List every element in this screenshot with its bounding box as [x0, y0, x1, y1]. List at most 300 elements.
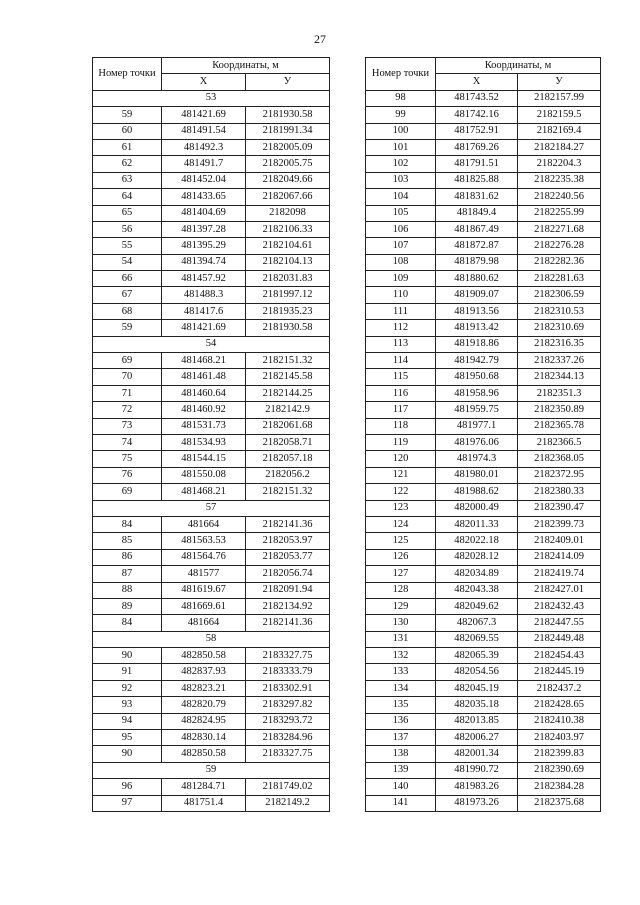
- x-coordinate-cell: 481395.29: [162, 238, 246, 254]
- y-coordinate-cell: 2182106.33: [246, 221, 330, 237]
- x-coordinate-cell: 481394.74: [162, 254, 246, 270]
- y-coordinate-cell: 2183333.79: [246, 664, 330, 680]
- table-row: [366, 353, 601, 369]
- y-coordinate-cell: 2182447.55: [518, 615, 601, 631]
- table-row: [93, 451, 330, 467]
- y-coordinate-cell: 2182056.2: [246, 467, 330, 483]
- table-row: [366, 156, 601, 172]
- table-row: [366, 418, 601, 434]
- table-row: [366, 582, 601, 598]
- group-row: [93, 90, 330, 106]
- table-row: [93, 615, 330, 631]
- y-coordinate-cell: 2181991.34: [246, 123, 330, 139]
- point-number-cell: 87: [93, 566, 162, 582]
- y-coordinate-cell: 2182142.9: [246, 402, 330, 418]
- x-coordinate-cell: 481959.75: [436, 402, 518, 418]
- table-row: [93, 320, 330, 336]
- x-coordinate-cell: 481492.3: [162, 139, 246, 155]
- x-coordinate-cell: 481769.26: [436, 139, 518, 155]
- table-row: [93, 385, 330, 401]
- y-column-header: У: [518, 74, 601, 90]
- table-row: [366, 107, 601, 123]
- x-coordinate-cell: 481550.08: [162, 467, 246, 483]
- y-coordinate-cell: 2182271.68: [518, 221, 601, 237]
- point-number-cell: 104: [366, 189, 436, 205]
- table-row: [366, 369, 601, 385]
- point-number-cell: 107: [366, 238, 436, 254]
- point-number-cell: 56: [93, 221, 162, 237]
- table-row: [93, 566, 330, 582]
- table-row: [93, 730, 330, 746]
- y-coordinate-cell: 2182306.59: [518, 287, 601, 303]
- point-number-cell: 127: [366, 566, 436, 582]
- y-coordinate-cell: 2182380.33: [518, 484, 601, 500]
- y-coordinate-cell: 2182061.68: [246, 418, 330, 434]
- y-coordinate-cell: 2182067.66: [246, 189, 330, 205]
- table-row: [93, 484, 330, 500]
- x-coordinate-cell: 481534.93: [162, 434, 246, 450]
- x-coordinate-cell: 482028.12: [436, 549, 518, 565]
- x-coordinate-cell: 481976.06: [436, 434, 518, 450]
- y-coordinate-cell: 2182351.3: [518, 385, 601, 401]
- y-coordinate-cell: 2182098: [246, 205, 330, 221]
- point-number-cell: 117: [366, 402, 436, 418]
- table-row: [366, 90, 601, 106]
- point-number-cell: 94: [93, 713, 162, 729]
- table-row: [93, 549, 330, 565]
- table-row: [93, 680, 330, 696]
- point-number-cell: 96: [93, 779, 162, 795]
- table-row: [366, 467, 601, 483]
- point-number-cell: 122: [366, 484, 436, 500]
- point-number-cell: 118: [366, 418, 436, 434]
- point-number-cell: 140: [366, 779, 436, 795]
- y-coordinate-cell: 2182399.83: [518, 746, 601, 762]
- point-number-cell: 74: [93, 434, 162, 450]
- y-coordinate-cell: 2182204.3: [518, 156, 601, 172]
- point-number-cell: 62: [93, 156, 162, 172]
- point-number-cell: 95: [93, 730, 162, 746]
- x-coordinate-cell: 481404.69: [162, 205, 246, 221]
- point-number-cell: 92: [93, 680, 162, 696]
- point-number-cell: 93: [93, 697, 162, 713]
- x-coordinate-cell: 481791.51: [436, 156, 518, 172]
- y-coordinate-cell: 2182337.26: [518, 353, 601, 369]
- x-coordinate-cell: 482067.3: [436, 615, 518, 631]
- table-row: [93, 205, 330, 221]
- point-number-header: Номер точки: [366, 58, 436, 91]
- point-number-cell: 131: [366, 631, 436, 647]
- x-coordinate-cell: 481563.53: [162, 533, 246, 549]
- y-coordinate-cell: 2182282.36: [518, 254, 601, 270]
- coordinates-header: Координаты, м: [162, 58, 330, 74]
- y-coordinate-cell: 2182310.69: [518, 320, 601, 336]
- point-number-cell: 129: [366, 598, 436, 614]
- point-number-cell: 137: [366, 730, 436, 746]
- point-number-cell: 121: [366, 467, 436, 483]
- y-coordinate-cell: 2183297.82: [246, 697, 330, 713]
- x-coordinate-cell: 481950.68: [436, 369, 518, 385]
- point-number-cell: 68: [93, 303, 162, 319]
- point-number-cell: 100: [366, 123, 436, 139]
- x-coordinate-cell: 481942.79: [436, 353, 518, 369]
- point-number-cell: 110: [366, 287, 436, 303]
- point-number-cell: 71: [93, 385, 162, 401]
- table-row: [93, 254, 330, 270]
- table-row: [366, 713, 601, 729]
- x-coordinate-cell: 481918.86: [436, 336, 518, 352]
- table-row: [93, 221, 330, 237]
- point-number-cell: 128: [366, 582, 436, 598]
- point-number-cell: 134: [366, 680, 436, 696]
- x-coordinate-cell: 481468.21: [162, 353, 246, 369]
- y-coordinate-cell: 2182449.48: [518, 631, 601, 647]
- point-number-cell: 99: [366, 107, 436, 123]
- y-coordinate-cell: 2182310.53: [518, 303, 601, 319]
- x-coordinate-cell: 482065.39: [436, 648, 518, 664]
- page-number: 27: [314, 32, 326, 46]
- table-row: [366, 762, 601, 778]
- table-row: [366, 746, 601, 762]
- table-row: [93, 156, 330, 172]
- point-number-cell: 101: [366, 139, 436, 155]
- x-coordinate-cell: 482069.55: [436, 631, 518, 647]
- point-number-cell: 123: [366, 500, 436, 516]
- x-coordinate-cell: 481461.48: [162, 369, 246, 385]
- table-row: [366, 549, 601, 565]
- y-coordinate-cell: 2182056.74: [246, 566, 330, 582]
- x-coordinate-cell: 482011.33: [436, 516, 518, 532]
- table-row: [366, 385, 601, 401]
- y-coordinate-cell: 2183284.96: [246, 730, 330, 746]
- table-row: [93, 189, 330, 205]
- y-coordinate-cell: 2182184.27: [518, 139, 601, 155]
- y-coordinate-cell: 2182104.61: [246, 238, 330, 254]
- point-number-cell: 111: [366, 303, 436, 319]
- y-coordinate-cell: 2183327.75: [246, 648, 330, 664]
- x-coordinate-cell: 481867.49: [436, 221, 518, 237]
- x-coordinate-cell: 482054.56: [436, 664, 518, 680]
- y-coordinate-cell: 2182427.01: [518, 582, 601, 598]
- x-coordinate-cell: 481974.3: [436, 451, 518, 467]
- x-coordinate-cell: 481460.64: [162, 385, 246, 401]
- point-number-cell: 85: [93, 533, 162, 549]
- x-coordinate-cell: 481849.4: [436, 205, 518, 221]
- point-number-cell: 109: [366, 271, 436, 287]
- group-label: 53: [93, 90, 330, 106]
- x-coordinate-cell: 481743.52: [436, 90, 518, 106]
- y-coordinate-cell: 2182368.05: [518, 451, 601, 467]
- y-coordinate-cell: 2182281.63: [518, 271, 601, 287]
- x-coordinate-cell: 481831.62: [436, 189, 518, 205]
- x-coordinate-cell: 481619.67: [162, 582, 246, 598]
- y-coordinate-cell: 2182005.75: [246, 156, 330, 172]
- y-coordinate-cell: 2182399.73: [518, 516, 601, 532]
- x-coordinate-cell: 481491.7: [162, 156, 246, 172]
- y-coordinate-cell: 2182057.18: [246, 451, 330, 467]
- x-coordinate-cell: 481460.92: [162, 402, 246, 418]
- y-coordinate-cell: 2182255.99: [518, 205, 601, 221]
- group-row: [93, 500, 330, 516]
- point-number-cell: 119: [366, 434, 436, 450]
- point-number-cell: 69: [93, 353, 162, 369]
- y-coordinate-cell: 2182159.5: [518, 107, 601, 123]
- y-coordinate-cell: 2183293.72: [246, 713, 330, 729]
- y-coordinate-cell: 2182169.4: [518, 123, 601, 139]
- table-row: [93, 303, 330, 319]
- table-row: [366, 451, 601, 467]
- y-coordinate-cell: 2182141.36: [246, 615, 330, 631]
- point-number-cell: 141: [366, 795, 436, 811]
- x-coordinate-cell: 481491.54: [162, 123, 246, 139]
- point-number-cell: 136: [366, 713, 436, 729]
- x-coordinate-cell: 481742.16: [436, 107, 518, 123]
- x-coordinate-cell: 482022.18: [436, 533, 518, 549]
- point-number-cell: 84: [93, 516, 162, 532]
- table-row: [366, 336, 601, 352]
- x-coordinate-cell: 482824.95: [162, 713, 246, 729]
- point-number-cell: 98: [366, 90, 436, 106]
- y-coordinate-cell: 2182432.43: [518, 598, 601, 614]
- y-coordinate-cell: 2182365.78: [518, 418, 601, 434]
- table-row: [366, 730, 601, 746]
- y-coordinate-cell: 2181997.12: [246, 287, 330, 303]
- point-number-cell: 132: [366, 648, 436, 664]
- table-row: [366, 631, 601, 647]
- table-row: [366, 172, 601, 188]
- y-coordinate-cell: 2182058.71: [246, 434, 330, 450]
- point-number-cell: 60: [93, 123, 162, 139]
- x-coordinate-cell: 481913.56: [436, 303, 518, 319]
- table-row: [366, 434, 601, 450]
- point-number-cell: 103: [366, 172, 436, 188]
- point-number-cell: 120: [366, 451, 436, 467]
- table-row: [366, 566, 601, 582]
- x-coordinate-cell: 481988.62: [436, 484, 518, 500]
- table-row: [93, 287, 330, 303]
- coordinates-table-left: [92, 57, 330, 812]
- table-row: [93, 713, 330, 729]
- x-coordinate-cell: 482837.93: [162, 664, 246, 680]
- table-row: [366, 484, 601, 500]
- point-number-cell: 61: [93, 139, 162, 155]
- y-coordinate-cell: 2182316.35: [518, 336, 601, 352]
- x-coordinate-cell: 481983.26: [436, 779, 518, 795]
- table-row: [366, 205, 601, 221]
- point-number-cell: 89: [93, 598, 162, 614]
- point-number-cell: 65: [93, 205, 162, 221]
- x-coordinate-cell: 481284.71: [162, 779, 246, 795]
- y-coordinate-cell: 2182144.25: [246, 385, 330, 401]
- point-number-cell: 90: [93, 648, 162, 664]
- table-row: [366, 648, 601, 664]
- table-row: [366, 779, 601, 795]
- group-row: [93, 631, 330, 647]
- x-coordinate-cell: 481973.26: [436, 795, 518, 811]
- table-row: [366, 221, 601, 237]
- table-row: [366, 664, 601, 680]
- y-coordinate-cell: 2182134.92: [246, 598, 330, 614]
- table-row: [93, 582, 330, 598]
- x-coordinate-cell: 481958.96: [436, 385, 518, 401]
- x-coordinate-cell: 482850.58: [162, 746, 246, 762]
- y-coordinate-cell: 2182053.97: [246, 533, 330, 549]
- y-coordinate-cell: 2182053.77: [246, 549, 330, 565]
- x-column-header: X: [162, 74, 246, 90]
- point-number-cell: 115: [366, 369, 436, 385]
- point-number-cell: 124: [366, 516, 436, 532]
- y-column-header: У: [246, 74, 330, 90]
- point-number-cell: 70: [93, 369, 162, 385]
- y-coordinate-cell: 2182240.56: [518, 189, 601, 205]
- point-number-cell: 55: [93, 238, 162, 254]
- table-row: [93, 434, 330, 450]
- point-number-cell: 139: [366, 762, 436, 778]
- y-coordinate-cell: 2182414.09: [518, 549, 601, 565]
- x-column-header: X: [436, 74, 518, 90]
- point-number-cell: 108: [366, 254, 436, 270]
- y-coordinate-cell: 2182445.19: [518, 664, 601, 680]
- y-coordinate-cell: 2182366.5: [518, 434, 601, 450]
- y-coordinate-cell: 2182235.38: [518, 172, 601, 188]
- table-row: [93, 369, 330, 385]
- y-coordinate-cell: 2182005.09: [246, 139, 330, 155]
- coordinates-table-right: [365, 57, 601, 812]
- x-coordinate-cell: 482001.34: [436, 746, 518, 762]
- x-coordinate-cell: 482850.58: [162, 648, 246, 664]
- point-number-cell: 84: [93, 615, 162, 631]
- x-coordinate-cell: 481990.72: [436, 762, 518, 778]
- y-coordinate-cell: 2182437.2: [518, 680, 601, 696]
- y-coordinate-cell: 2182031.83: [246, 271, 330, 287]
- point-number-cell: 112: [366, 320, 436, 336]
- x-coordinate-cell: 482034.89: [436, 566, 518, 582]
- x-coordinate-cell: 482006.27: [436, 730, 518, 746]
- x-coordinate-cell: 481880.62: [436, 271, 518, 287]
- x-coordinate-cell: 481433.65: [162, 189, 246, 205]
- x-coordinate-cell: 481664: [162, 615, 246, 631]
- point-number-cell: 106: [366, 221, 436, 237]
- y-coordinate-cell: 2181749.02: [246, 779, 330, 795]
- point-number-cell: 116: [366, 385, 436, 401]
- x-coordinate-cell: 481664: [162, 516, 246, 532]
- y-coordinate-cell: 2182375.68: [518, 795, 601, 811]
- table-row: [366, 271, 601, 287]
- table-row: [93, 598, 330, 614]
- table-row: [366, 516, 601, 532]
- y-coordinate-cell: 2182350.89: [518, 402, 601, 418]
- table-row: [93, 795, 330, 811]
- group-row: [93, 762, 330, 778]
- point-number-cell: 69: [93, 484, 162, 500]
- point-number-cell: 126: [366, 549, 436, 565]
- group-label: 58: [93, 631, 330, 647]
- x-coordinate-cell: 481977.1: [436, 418, 518, 434]
- table-row: [93, 746, 330, 762]
- y-coordinate-cell: 2182409.01: [518, 533, 601, 549]
- table-row: [93, 779, 330, 795]
- x-coordinate-cell: 481872.87: [436, 238, 518, 254]
- x-coordinate-cell: 482043.38: [436, 582, 518, 598]
- table-row: [366, 795, 601, 811]
- table-row: [366, 123, 601, 139]
- table-row: [366, 615, 601, 631]
- point-number-cell: 59: [93, 107, 162, 123]
- table-row: [93, 353, 330, 369]
- x-coordinate-cell: 482823.21: [162, 680, 246, 696]
- y-coordinate-cell: 2182384.28: [518, 779, 601, 795]
- table-row: [366, 697, 601, 713]
- point-number-cell: 73: [93, 418, 162, 434]
- table-row: [366, 598, 601, 614]
- table-row: [93, 467, 330, 483]
- x-coordinate-cell: 481577: [162, 566, 246, 582]
- x-coordinate-cell: 481488.3: [162, 287, 246, 303]
- y-coordinate-cell: 2181930.58: [246, 107, 330, 123]
- x-coordinate-cell: 481468.21: [162, 484, 246, 500]
- table-row: [93, 238, 330, 254]
- y-coordinate-cell: 2182344.13: [518, 369, 601, 385]
- y-coordinate-cell: 2182428.65: [518, 697, 601, 713]
- y-coordinate-cell: 2182157.99: [518, 90, 601, 106]
- x-coordinate-cell: 481752.91: [436, 123, 518, 139]
- y-coordinate-cell: 2182454.43: [518, 648, 601, 664]
- x-coordinate-cell: 481879.98: [436, 254, 518, 270]
- table-row: [93, 516, 330, 532]
- table-row: [93, 172, 330, 188]
- x-coordinate-cell: 482013.85: [436, 713, 518, 729]
- table-row: [93, 107, 330, 123]
- y-coordinate-cell: 2182276.28: [518, 238, 601, 254]
- y-coordinate-cell: 2182141.36: [246, 516, 330, 532]
- x-coordinate-cell: 481825.88: [436, 172, 518, 188]
- y-coordinate-cell: 2182049.66: [246, 172, 330, 188]
- y-coordinate-cell: 2182419.74: [518, 566, 601, 582]
- table-row: [93, 533, 330, 549]
- point-number-cell: 135: [366, 697, 436, 713]
- point-number-cell: 75: [93, 451, 162, 467]
- group-label: 57: [93, 500, 330, 516]
- x-coordinate-cell: 482820.79: [162, 697, 246, 713]
- x-coordinate-cell: 481980.01: [436, 467, 518, 483]
- x-coordinate-cell: 481421.69: [162, 107, 246, 123]
- y-coordinate-cell: 2182091.94: [246, 582, 330, 598]
- table-row: [366, 238, 601, 254]
- point-number-cell: 72: [93, 402, 162, 418]
- y-coordinate-cell: 2181930.58: [246, 320, 330, 336]
- y-coordinate-cell: 2182372.95: [518, 467, 601, 483]
- table-row: [366, 303, 601, 319]
- point-number-cell: 67: [93, 287, 162, 303]
- table-row: [93, 402, 330, 418]
- point-number-cell: 105: [366, 205, 436, 221]
- table-row: [366, 320, 601, 336]
- x-coordinate-cell: 481751.4: [162, 795, 246, 811]
- y-coordinate-cell: 2182390.69: [518, 762, 601, 778]
- y-coordinate-cell: 2182104.13: [246, 254, 330, 270]
- table-row: [93, 664, 330, 680]
- y-coordinate-cell: 2182151.32: [246, 353, 330, 369]
- point-number-cell: 88: [93, 582, 162, 598]
- point-number-cell: 130: [366, 615, 436, 631]
- point-number-cell: 64: [93, 189, 162, 205]
- table-row: [366, 402, 601, 418]
- table-row: [366, 254, 601, 270]
- x-coordinate-cell: 481669.61: [162, 598, 246, 614]
- table-row: [366, 680, 601, 696]
- x-coordinate-cell: 481457.92: [162, 271, 246, 287]
- point-number-header: Номер точки: [93, 58, 162, 91]
